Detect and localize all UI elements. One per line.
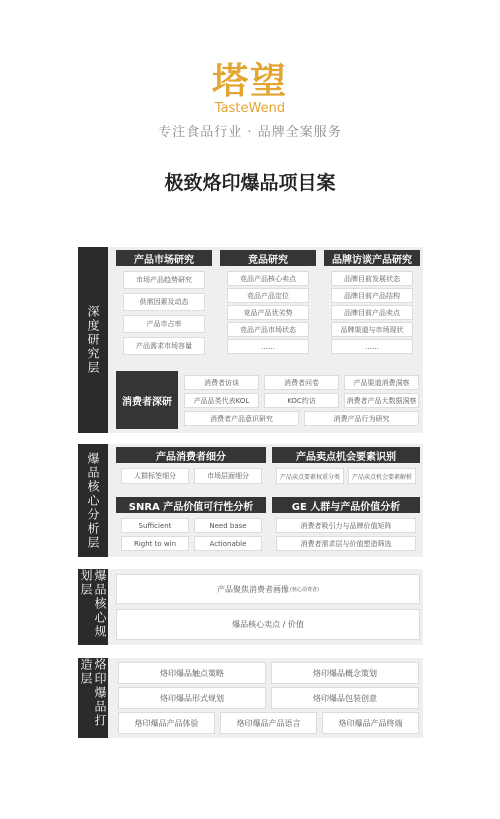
cell: 消费者访谈 — [184, 375, 259, 390]
layer-label-text: 爆品核心规划层 — [79, 569, 107, 639]
logo-english: TasteWend — [214, 101, 286, 116]
layer-label-text: 爆品核心分析层 — [86, 451, 100, 550]
page-title: 极致烙印爆品项目案 — [164, 172, 336, 194]
logo-chinese: 塔望 — [211, 61, 288, 102]
layer-label — [78, 247, 108, 433]
cell: 消费者需求层与价值塑造筛选 — [276, 536, 416, 551]
cell: 烙印爆品产品终端 — [322, 712, 419, 734]
cell: Actionable — [194, 536, 262, 551]
core-value-cell: 爆品核心卖点 / 价值 — [116, 609, 420, 640]
block-header-selling-point: 产品卖点机会要素识别 — [272, 447, 420, 463]
layer-label-text: 深度研究层 — [86, 305, 100, 375]
cell: 品牌目前发展状态 — [331, 271, 413, 286]
cell: 烙印爆品产品体验 — [118, 712, 215, 734]
layer-label — [78, 658, 108, 738]
cell: 烙印爆品概念策划 — [271, 662, 419, 684]
block-header-segmentation: 产品消费者细分 — [116, 447, 266, 463]
cell: 烙印爆品包装创意 — [271, 687, 419, 709]
cell: 品牌目前产品卖点 — [331, 305, 413, 320]
block-header-ge: GE 人群与产品价值分析 — [272, 497, 420, 513]
cell: 竞品产品核心卖点 — [227, 271, 309, 286]
cell-text: 产品聚焦消费者画像 — [217, 584, 290, 594]
cell: 烙印爆品产品语言 — [220, 712, 317, 734]
cell: 消费者产品意识研究 — [184, 411, 299, 426]
cell: 消费者问卷 — [264, 375, 339, 390]
cell: 消费产品行为研究 — [304, 411, 419, 426]
cell: 产品需求市场容量 — [123, 337, 205, 355]
cell: …… — [227, 339, 309, 354]
cell: …… — [331, 339, 413, 354]
cell: 市场层面细分 — [194, 468, 262, 484]
tagline: 专注食品行业 · 品牌全案服务 — [158, 125, 342, 140]
block-header-snra: SNRA 产品价值可行性分析 — [116, 497, 266, 513]
cell: 竞品产品定位 — [227, 288, 309, 303]
cell: 人群标签细分 — [121, 468, 189, 484]
layer-deep-research — [78, 247, 423, 433]
cell: 市场产品趋势研究 — [123, 271, 205, 289]
layer-branding-build — [78, 658, 423, 738]
layer-core-planning — [78, 569, 423, 645]
cell: 产品品类代表KOL — [184, 393, 259, 408]
cell: 产品卖点机会要素解析 — [348, 468, 416, 484]
cell-note: (核心消费者) — [290, 586, 319, 593]
cell: 竞品产品优劣势 — [227, 305, 309, 320]
cell: KOC约访 — [264, 393, 339, 408]
cell: 产品渠道消费洞察 — [344, 375, 419, 390]
cell: 产品市占率 — [123, 315, 205, 333]
column-header-brand: 品牌访谈产品研究 — [324, 250, 420, 266]
layer-label-text: 烙印爆品打造层 — [79, 658, 107, 728]
consumer-portrait-cell — [116, 574, 420, 604]
cell: Right to win — [121, 536, 189, 551]
cell: 消费者产品大数据洞察 — [344, 393, 419, 408]
column-header-competitor: 竞品研究 — [220, 250, 316, 266]
layer-core-analysis — [78, 444, 423, 557]
layer-label — [78, 444, 108, 557]
column-header-market: 产品市场研究 — [116, 250, 212, 266]
cell: 竞品产品市场状态 — [227, 322, 309, 337]
cell: Sufficient — [121, 518, 189, 533]
consumer-research-label: 消费者深研 — [116, 371, 178, 429]
cell: 品牌目前产品结构 — [331, 288, 413, 303]
layer-label — [78, 569, 108, 645]
cell: 品牌渠道与市场现状 — [331, 322, 413, 337]
cell: Need base — [194, 518, 262, 533]
cell: 消费者吸引力与品牌价值矩阵 — [276, 518, 416, 533]
cell: 烙印爆品触点策略 — [118, 662, 266, 684]
cell: 供需因素及动态 — [123, 293, 205, 311]
cell: 产品卖点要素权重分类 — [276, 468, 344, 484]
cell: 烙印爆品形式规划 — [118, 687, 266, 709]
